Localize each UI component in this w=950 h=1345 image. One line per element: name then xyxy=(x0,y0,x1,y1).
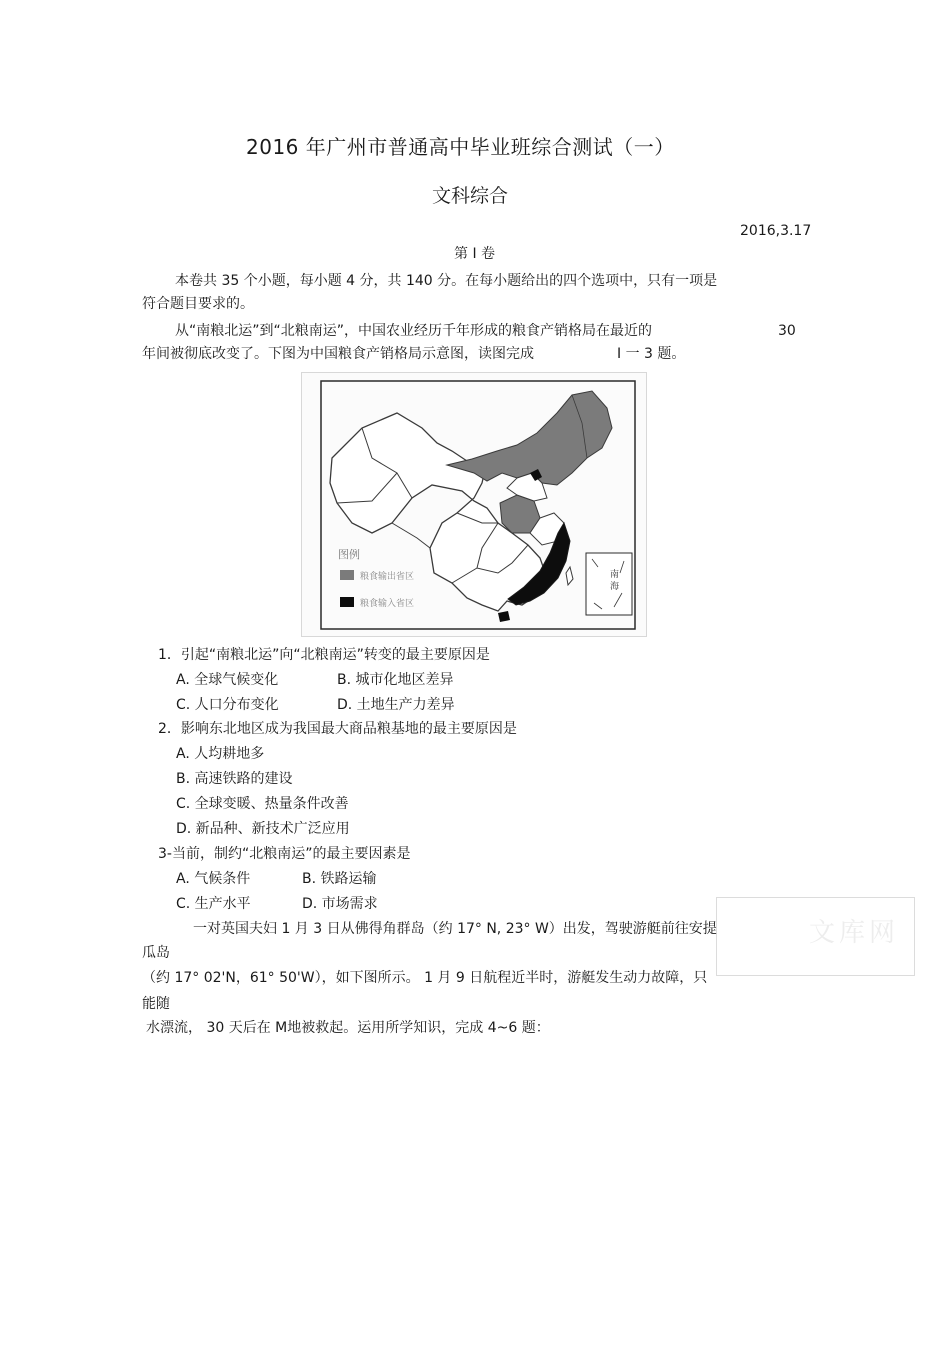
question-3-option-b: B. 铁路运输 xyxy=(302,871,377,887)
question-3-stem: 3-当前，制约“北粮南运”的最主要因素是 xyxy=(158,846,411,862)
passage2-line-2: 瓜岛 xyxy=(142,945,170,961)
legend-title: 图例 xyxy=(338,548,360,561)
question-1-option-b: B. 城市化地区差异 xyxy=(337,672,454,688)
inset-label: 南海 xyxy=(610,569,620,591)
passage2-line-4: 能随 xyxy=(142,996,170,1012)
passage1-question-range: Ⅰ 一 3 题。 xyxy=(617,346,686,362)
volume-label: 第 Ⅰ 卷 xyxy=(454,246,496,262)
question-3-option-d: D. 市场需求 xyxy=(302,896,378,912)
import-region-hainan xyxy=(498,611,510,622)
question-2-option-a: A. 人均耕地多 xyxy=(176,746,265,762)
china-grain-map xyxy=(301,372,647,637)
passage1-line-2: 年间被彻底改变了。下图为中国粮食产销格局示意图，读图完成 xyxy=(142,346,534,362)
question-3-option-a: A. 气候条件 xyxy=(176,871,251,887)
watermark-box xyxy=(716,897,915,976)
page-title: 2016 年广州市普通高中毕业班综合测试（一） xyxy=(246,135,675,159)
question-3-option-c: C. 生产水平 xyxy=(176,896,251,912)
legend-import-swatch xyxy=(340,597,354,607)
passage2-line-1: 一对英国夫妇 1 月 3 日从佛得角群岛（约 17° N, 23° W）出发，驾驶游艇前往安提 xyxy=(193,921,717,937)
passage2-line-3: （约 17° 02'N，61° 50'W），如下图所示。 1 月 9 日航程近半时，游艇发生动力故障，只 xyxy=(142,970,708,986)
question-1-option-a: A. 全球气候变化 xyxy=(176,672,279,688)
question-2-option-d: D. 新品种、新技术广泛应用 xyxy=(176,821,350,837)
passage1-line-1: 从“南粮北运”到“北粮南运”，中国农业经历千年形成的粮食产销格局在最近的 xyxy=(175,323,653,339)
province-border xyxy=(392,523,430,548)
watermark-text: 文库网 xyxy=(809,918,900,948)
intro-line-2: 符合题目要求的。 xyxy=(142,296,254,312)
legend-export-label: 粮食输出省区 xyxy=(360,572,415,582)
map-svg xyxy=(302,373,646,636)
question-1-stem: 1．引起“南粮北运”向“北粮南运”转变的最主要原因是 xyxy=(158,647,490,663)
exam-date: 2016,3.17 xyxy=(740,223,812,239)
south-sea-inset xyxy=(586,553,632,615)
taiwan-outline xyxy=(566,567,573,585)
question-2-option-c: C. 全球变暖、热量条件改善 xyxy=(176,796,349,812)
question-1-option-d: D. 土地生产力差异 xyxy=(337,697,455,713)
legend-import-label: 粮食输入省区 xyxy=(360,599,415,609)
question-1-option-c: C. 人口分布变化 xyxy=(176,697,279,713)
question-2-option-b: B. 高速铁路的建设 xyxy=(176,771,293,787)
passage2-line-5: 水漂流， 30 天后在 M地被救起。运用所学知识，完成 4~6 题： xyxy=(146,1020,550,1036)
legend-export-swatch xyxy=(340,570,354,580)
export-region-north xyxy=(447,391,612,485)
page-subtitle: 文科综合 xyxy=(432,185,509,207)
intro-line-1: 本卷共 35 个小题，每小题 4 分，共 140 分。在每小题给出的四个选项中，只有一项是 xyxy=(175,273,718,289)
question-2-stem: 2．影响东北地区成为我国最大商品粮基地的最主要原因是 xyxy=(158,721,517,737)
passage1-line-1-number: 30 xyxy=(778,323,796,339)
